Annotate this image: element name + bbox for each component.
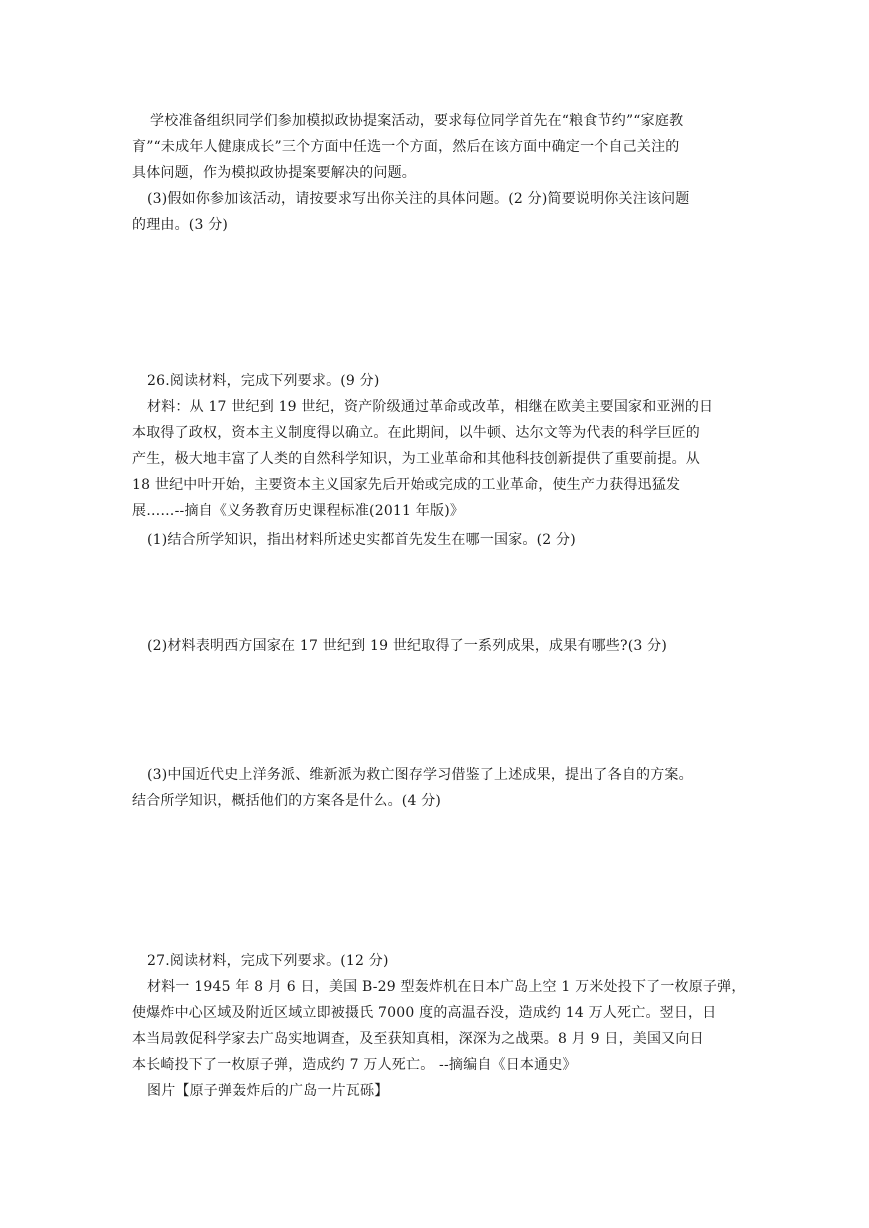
question-26-title: 26.阅读材料，完成下列要求。(9 分)	[147, 373, 380, 389]
question-26-material: 18 世纪中叶开始，主要资本主义国家先后开始或完成的工业革命，使生产力获得迅猛发	[132, 477, 681, 493]
question-26-sub-2: (2)材料表明西方国家在 17 世纪到 19 世纪取得了一系列成果，成果有哪些?(3 分)	[147, 638, 668, 654]
question-27-material: 材料一 1945 年 8 月 6 日，美国 B-29 型轰炸机在日本广岛上空 1 万米处投下了一枚原子弹，	[147, 979, 746, 995]
question-26-material-source: 展……--摘自《义务教育历史课程标准(2011 年版)》	[132, 503, 465, 519]
intro-text-line: 具体问题，作为模拟政协提案要解决的问题。	[132, 165, 416, 181]
question-26-material: 材料：从 17 世纪到 19 世纪，资产阶级通过革命或改革，相继在欧美主要国家和亚洲的日	[147, 399, 714, 415]
question-27-material: 使爆炸中心区域及附近区域立即被摄氏 7000 度的高温吞没，造成约 14 万人死亡。翌日，日	[132, 1005, 717, 1021]
question-26-sub-3-continued: 结合所学知识，概括他们的方案各是什么。(4 分)	[132, 793, 442, 809]
question-26-sub-3: (3)中国近代史上洋务派、维新派为救亡图存学习借鉴了上述成果，提出了各自的方案。	[147, 767, 693, 783]
question-26-material: 本取得了政权，资本主义制度得以确立。在此期间，以牛顿、达尔文等为代表的科学巨匠的	[132, 425, 700, 441]
question-27-material: 本当局敦促科学家去广岛实地调查，及至获知真相，深深为之战栗。8 月 9 日，美国又向日	[132, 1031, 704, 1047]
question-3-prompt: (3)假如你参加该活动，请按要求写出你关注的具体问题。(2 分)简要说明你关注该问题	[147, 191, 690, 207]
question-26-sub-1: (1)结合所学知识，指出材料所述史实都首先发生在哪一国家。(2 分)	[147, 532, 576, 548]
question-3-prompt-continued: 的理由。(3 分)	[132, 217, 229, 233]
question-27-material-source: 本长崎投下了一枚原子弹，造成约 7 万人死亡。 --摘编自《日本通史》	[132, 1057, 577, 1073]
question-27-title: 27.阅读材料，完成下列要求。(12 分)	[147, 953, 389, 969]
intro-text-line: 学校准备组织同学们参加模拟政协提案活动，要求每位同学首先在“粮食节约”“家庭教	[150, 113, 684, 129]
intro-text-line: 育”“未成年人健康成长”三个方面中任选一个方面，然后在该方面中确定一个自己关注的	[132, 139, 680, 155]
question-26-material: 产生，极大地丰富了人类的自然科学知识，为工业革命和其他科技创新提供了重要前提。从	[132, 451, 700, 467]
question-27-picture-caption: 图片【原子弹轰炸后的广岛一片瓦砾】	[147, 1083, 389, 1099]
